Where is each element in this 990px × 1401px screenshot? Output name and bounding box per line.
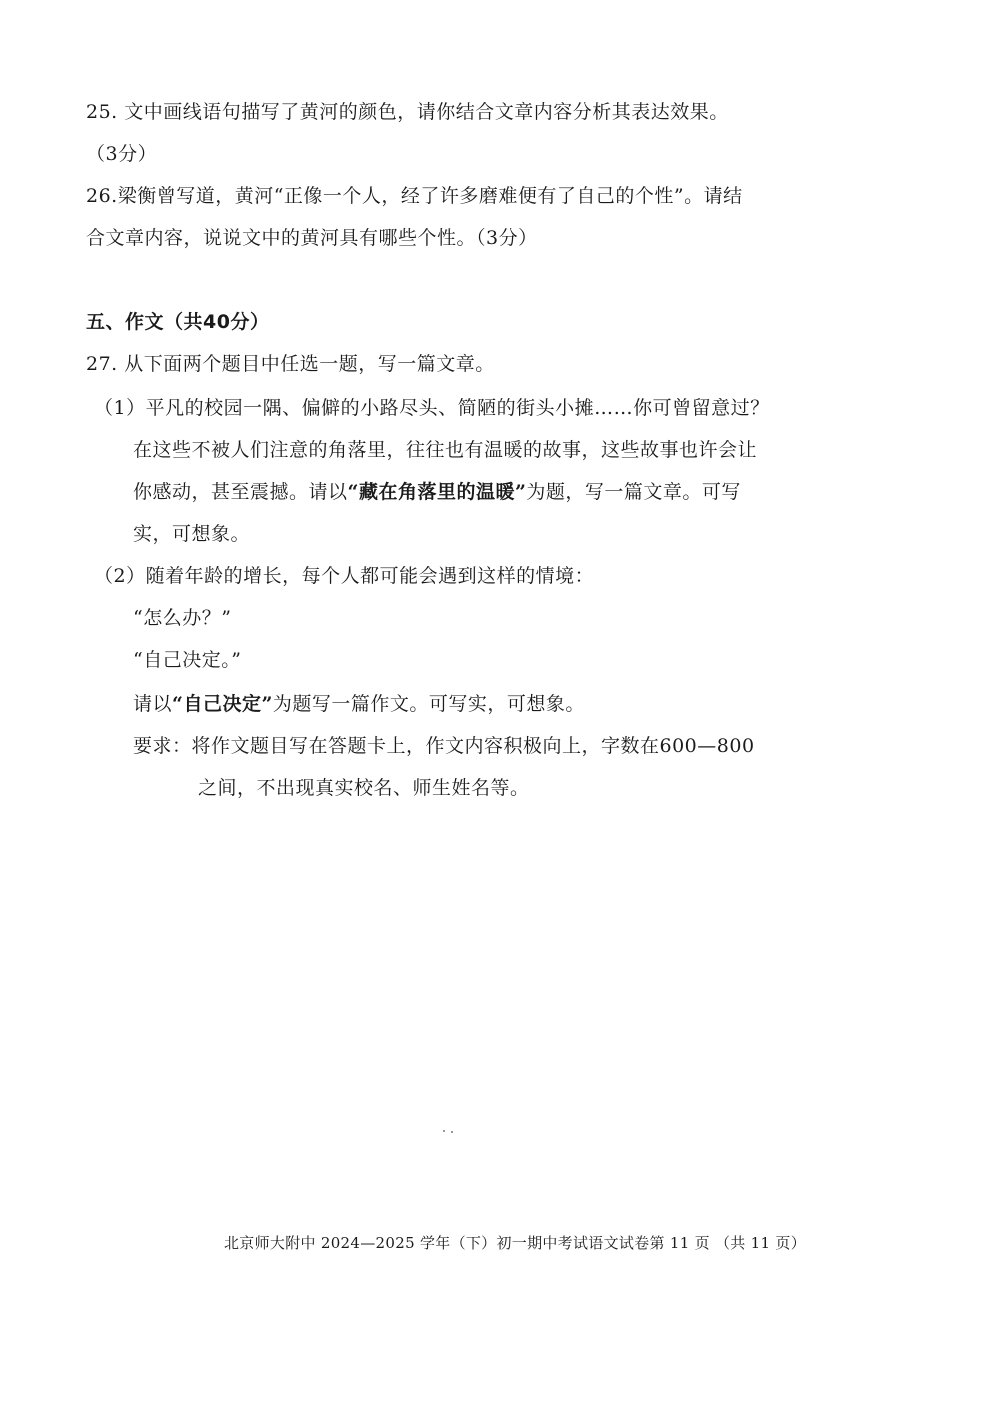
option-1-line-2: 在这些不被人们注意的角落里，往往也有温暖的故事，这些故事也许会让 (133, 439, 758, 461)
scan-speck (443, 1130, 445, 1132)
option-1-line-3 (133, 480, 741, 504)
option-2-dialogue-2: “自己决定。” (133, 649, 242, 671)
option-2-line-1: （2）随着年龄的增长，每个人都可能会遇到这样的情境： (94, 565, 595, 587)
option-1-line-3-post: 为题，写一篇文章。可写 (526, 481, 741, 503)
option-1-line-1: （1）平凡的校园一隅、偏僻的小路尽头、简陋的街头小摊……你可曾留意过？ (94, 397, 770, 419)
scan-speck (451, 1131, 453, 1133)
option-2-line-4 (133, 692, 585, 716)
option-2-line-4-post: 为题写一篇作文。可写实，可想象。 (272, 693, 585, 715)
q26-line-1: 26.梁衡曾写道，黄河“正像一个人，经了许多磨难便有了自己的个性”。请结 (86, 185, 743, 207)
q26-line-2: 合文章内容，说说文中的黄河具有哪些个性。（3分） (86, 227, 538, 249)
page-footer: 北京师大附中 2024—2025 学年（下）初一期中考试语文试卷第 11 页 （共 11 页） (224, 1234, 807, 1252)
option-1-line-4: 实，可想象。 (133, 523, 251, 545)
q25-score: （3分） (86, 143, 158, 165)
requirement-line-2: 之间，不出现真实校名、师生姓名等。 (198, 777, 530, 799)
option-2-dialogue-1: “怎么办？” (133, 607, 232, 629)
composition-title-2: “自己决定” (172, 693, 273, 715)
requirement-line-1: 要求：将作文题目写在答题卡上，作文内容积极向上，字数在600—800 (133, 735, 755, 757)
option-2-line-4-pre: 请以 (133, 693, 173, 715)
section-heading-composition: 五、作文（共40分） (86, 311, 270, 333)
q25-line-1: 25. 文中画线语句描写了黄河的颜色，请你结合文章内容分析其表达效果。 (86, 101, 729, 123)
composition-title-1: “藏在角落里的温暖” (347, 481, 527, 503)
option-1-line-3-pre: 你感动，甚至震撼。请以 (133, 481, 348, 503)
q27-intro: 27. 从下面两个题目中任选一题，写一篇文章。 (86, 353, 495, 375)
